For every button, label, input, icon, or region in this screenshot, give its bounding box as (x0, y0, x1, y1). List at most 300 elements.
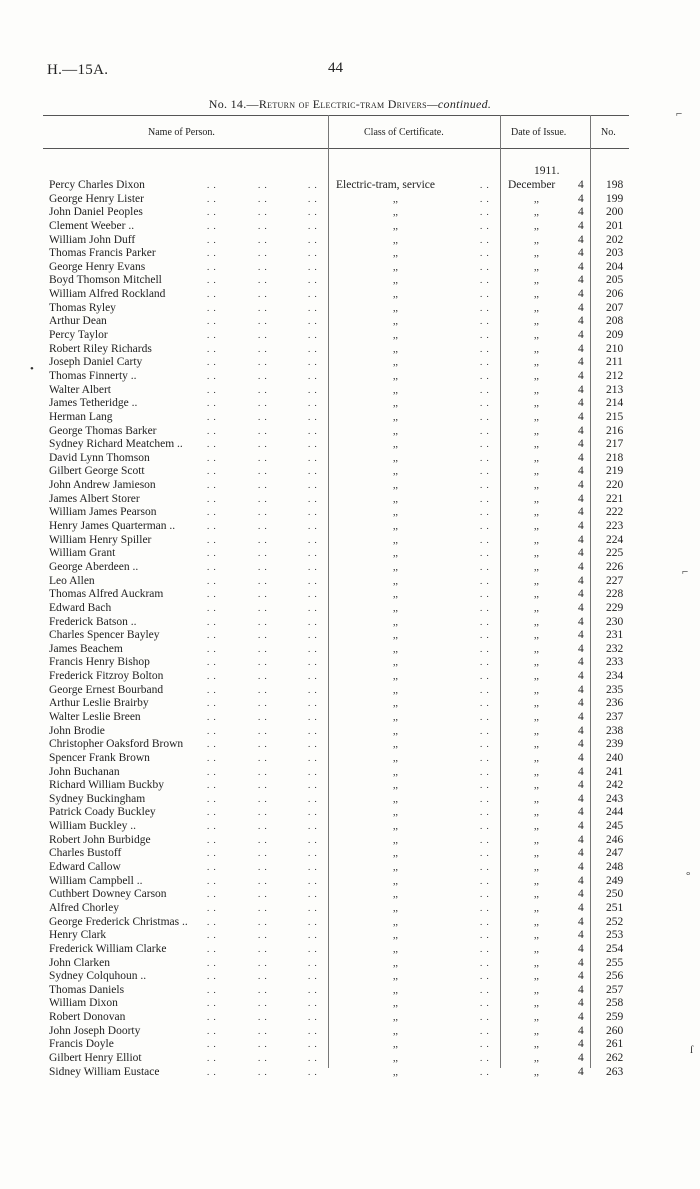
ditto-mark: ,, (393, 643, 398, 655)
leader-dots: . . (480, 521, 490, 532)
ditto-mark: ,, (534, 207, 539, 219)
ditto-mark: ,, (534, 452, 539, 464)
leader-dots: . . (258, 684, 268, 695)
person-name: David Lynn Thomson (49, 451, 150, 464)
person-name: Thomas Francis Parker (49, 247, 156, 260)
leader-dots: . . (207, 248, 217, 259)
leader-dots: . . (207, 1053, 217, 1063)
ditto-mark: ,, (393, 589, 398, 601)
issue-day: 4 (578, 329, 584, 342)
table-row (0, 806, 700, 820)
record-number: 201 (606, 219, 624, 232)
leader-dots: . . (480, 1025, 490, 1036)
ditto-mark: ,, (534, 902, 539, 914)
ditto-mark: ,, (393, 575, 398, 587)
leader-dots: . . (308, 957, 318, 968)
record-number: 263 (606, 1065, 624, 1078)
ditto-mark: ,, (393, 357, 398, 369)
issue-day: 4 (578, 492, 584, 505)
ditto-mark: ,, (534, 725, 539, 737)
ditto-mark: ,, (393, 698, 398, 710)
leader-dots: . . (480, 1066, 490, 1077)
issue-day: 4 (578, 942, 584, 955)
leader-dots: . . (480, 398, 490, 409)
leader-dots: . . (207, 848, 217, 859)
ditto-mark: ,, (534, 234, 539, 246)
leader-dots: . . (207, 671, 217, 682)
person-name: Walter Albert (49, 383, 111, 396)
ditto-mark: ,, (534, 1039, 539, 1051)
person-name: John Andrew Jamieson (49, 479, 156, 492)
person-name: James Beachem (49, 642, 123, 655)
issue-day: 4 (578, 861, 584, 874)
issue-day: 4 (578, 738, 584, 751)
ditto-mark: ,, (534, 248, 539, 260)
ditto-mark: ,, (393, 248, 398, 260)
table-row (0, 766, 700, 780)
leader-dots: . . (207, 575, 217, 586)
issue-day: 4 (578, 547, 584, 560)
person-name: George Henry Lister (49, 192, 144, 205)
issue-day: 4 (578, 301, 584, 314)
record-number: 261 (606, 1038, 624, 1051)
table-row (0, 588, 700, 602)
ditto-mark: ,, (393, 302, 398, 314)
title-prefix: No. 14.— (208, 97, 259, 111)
record-number: 262 (606, 1052, 624, 1064)
leader-dots: . . (258, 889, 268, 900)
leader-dots: . . (480, 643, 490, 654)
leader-dots: . . (207, 739, 217, 750)
ditto-mark: ,, (393, 398, 398, 410)
issue-day: 4 (578, 888, 584, 901)
leader-dots: . . (308, 1066, 318, 1077)
ditto-mark: ,, (534, 357, 539, 369)
record-number: 225 (606, 547, 624, 560)
record-number: 252 (606, 915, 624, 928)
leader-dots: . . (258, 602, 268, 613)
ditto-mark: ,, (393, 330, 398, 342)
record-number: 249 (606, 874, 624, 887)
person-name: William James Pearson (49, 506, 157, 519)
ditto-mark: ,, (534, 398, 539, 410)
leader-dots: . . (308, 902, 318, 913)
leader-dots: . . (308, 493, 318, 504)
leader-dots: . . (480, 180, 490, 190)
issue-day: 4 (578, 1052, 584, 1064)
ditto-mark: ,, (534, 220, 539, 232)
table-row (0, 479, 700, 493)
leader-dots: . . (480, 575, 490, 586)
leader-dots: . . (258, 575, 268, 586)
leader-dots: . . (207, 561, 217, 572)
leader-dots: . . (258, 466, 268, 477)
table-row (0, 274, 700, 288)
issue-day: 4 (578, 997, 584, 1010)
column-header-date: Date of Issue. (511, 127, 567, 138)
record-number: 228 (606, 588, 624, 601)
record-number: 223 (606, 520, 624, 533)
leader-dots: . . (258, 261, 268, 272)
table-row (0, 847, 700, 861)
ditto-mark: ,, (393, 384, 398, 396)
ditto-mark: ,, (393, 971, 398, 983)
table-row (0, 929, 700, 943)
table-row (0, 220, 700, 234)
person-name: Henry Clark (49, 929, 107, 942)
leader-dots: . . (207, 357, 217, 368)
leader-dots: . . (207, 902, 217, 913)
leader-dots: . . (258, 793, 268, 804)
leader-dots: . . (258, 330, 268, 341)
records-table (0, 179, 700, 1079)
issue-day: 4 (578, 506, 584, 519)
record-number: 209 (606, 329, 624, 342)
leader-dots: . . (308, 671, 318, 682)
table-row (0, 916, 700, 930)
ditto-mark: ,, (393, 780, 398, 792)
issue-day: 4 (578, 833, 584, 846)
header-left: H.—15A. (47, 62, 109, 78)
title-suffix: —continued. (426, 97, 492, 111)
issue-day: 4 (578, 1038, 584, 1051)
leader-dots: . . (308, 248, 318, 259)
ditto-mark: ,, (393, 343, 398, 355)
table-row (0, 1025, 700, 1039)
leader-dots: . . (258, 616, 268, 627)
ditto-mark: ,, (534, 821, 539, 833)
table-row (0, 506, 700, 520)
ditto-mark: ,, (534, 193, 539, 205)
record-number: 207 (606, 301, 624, 314)
table-row (0, 329, 700, 343)
table-row (0, 902, 700, 916)
leader-dots: . . (308, 521, 318, 532)
leader-dots: . . (207, 602, 217, 613)
person-name: William Dixon (49, 997, 118, 1010)
issue-day: 4 (578, 465, 584, 478)
ditto-mark: ,, (393, 848, 398, 860)
ditto-mark: ,, (393, 957, 398, 969)
record-number: 226 (606, 560, 624, 573)
leader-dots: . . (207, 630, 217, 641)
table-row (0, 834, 700, 848)
ditto-mark: ,, (393, 234, 398, 246)
table-row (0, 656, 700, 670)
issue-day: 4 (578, 956, 584, 969)
ditto-mark: ,, (534, 834, 539, 846)
person-name: Thomas Daniels (49, 983, 125, 996)
table-row (0, 984, 700, 998)
table-row (0, 206, 700, 220)
ditto-mark: ,, (393, 452, 398, 464)
ditto-mark: ,, (393, 739, 398, 751)
leader-dots: . . (308, 275, 318, 286)
leader-dots: . . (207, 793, 217, 804)
leader-dots: . . (258, 957, 268, 968)
ditto-mark: ,, (534, 330, 539, 342)
person-name: George Thomas Barker (49, 424, 157, 437)
leader-dots: . . (308, 425, 318, 436)
record-number: 257 (606, 983, 624, 996)
ditto-mark: ,, (534, 930, 539, 942)
person-name: James Albert Storer (49, 492, 140, 505)
ditto-mark: ,, (393, 793, 398, 805)
ditto-mark: ,, (534, 807, 539, 819)
issue-day: 4 (578, 288, 584, 301)
leader-dots: . . (480, 425, 490, 436)
leader-dots: . . (258, 766, 268, 777)
leader-dots: . . (480, 302, 490, 313)
issue-day: 4 (578, 274, 584, 287)
leader-dots: . . (207, 862, 217, 873)
leader-dots: . . (258, 1039, 268, 1050)
leader-dots: . . (308, 398, 318, 409)
person-name: Joseph Daniel Carty (49, 356, 143, 369)
table-row (0, 779, 700, 793)
issue-day: 4 (578, 642, 584, 655)
leader-dots: . . (308, 930, 318, 941)
leader-dots: . . (258, 834, 268, 845)
ditto-mark: ,, (534, 261, 539, 273)
ditto-mark: ,, (534, 752, 539, 764)
leader-dots: . . (207, 466, 217, 477)
issue-day: 4 (578, 670, 584, 683)
leader-dots: . . (207, 425, 217, 436)
leader-dots: . . (207, 698, 217, 709)
leader-dots: . . (308, 834, 318, 845)
record-number: 256 (606, 970, 624, 983)
issue-day: 4 (578, 683, 584, 696)
person-name: Francis Henry Bishop (49, 656, 150, 669)
leader-dots: . . (258, 316, 268, 327)
issue-day: 4 (578, 615, 584, 628)
person-name: Charles Spencer Bayley (49, 629, 160, 642)
leader-dots: . . (480, 561, 490, 572)
person-name: Walter Leslie Breen (49, 710, 141, 723)
issue-day: 4 (578, 206, 584, 219)
ditto-mark: ,, (393, 725, 398, 737)
ditto-mark: ,, (534, 916, 539, 928)
leader-dots: . . (258, 234, 268, 245)
record-number: 260 (606, 1024, 624, 1037)
record-number: 213 (606, 383, 624, 396)
leader-dots: . . (308, 1025, 318, 1036)
leader-dots: . . (258, 507, 268, 518)
issue-month: December (508, 179, 556, 191)
leader-dots: . . (308, 971, 318, 982)
issue-day: 4 (578, 424, 584, 437)
ditto-mark: ,, (534, 793, 539, 805)
issue-day: 4 (578, 806, 584, 819)
person-name: Edward Callow (49, 861, 121, 874)
ditto-mark: ,, (393, 807, 398, 819)
ditto-mark: ,, (534, 711, 539, 723)
table-row (0, 288, 700, 302)
table-row (0, 697, 700, 711)
ditto-mark: ,, (534, 1053, 539, 1064)
leader-dots: . . (258, 370, 268, 381)
issue-day: 4 (578, 315, 584, 328)
ditto-mark: ,, (534, 316, 539, 328)
leader-dots: . . (207, 752, 217, 763)
leader-dots: . . (207, 616, 217, 627)
ditto-mark: ,, (534, 384, 539, 396)
leader-dots: . . (207, 684, 217, 695)
leader-dots: . . (480, 220, 490, 231)
ditto-mark: ,, (393, 984, 398, 996)
leader-dots: . . (308, 180, 318, 190)
person-name: Charles Bustoff (49, 847, 122, 860)
leader-dots: . . (308, 766, 318, 777)
leader-dots: . . (480, 507, 490, 518)
ditto-mark: ,, (393, 548, 398, 560)
leader-dots: . . (258, 902, 268, 913)
table-row (0, 343, 700, 357)
record-number: 219 (606, 465, 624, 478)
ditto-mark: ,, (534, 370, 539, 382)
margin-mark: ſ (690, 1044, 694, 1056)
leader-dots: . . (480, 548, 490, 559)
leader-dots: . . (207, 289, 217, 300)
ditto-mark: ,, (393, 493, 398, 505)
leader-dots: . . (258, 998, 268, 1009)
record-number: 233 (606, 656, 624, 669)
ditto-mark: ,, (393, 602, 398, 614)
leader-dots: . . (258, 411, 268, 422)
issue-day: 4 (578, 1024, 584, 1037)
ditto-mark: ,, (534, 534, 539, 546)
column-header-name: Name of Person. (148, 127, 215, 138)
ditto-mark: ,, (534, 889, 539, 901)
leader-dots: . . (207, 1039, 217, 1050)
ditto-mark: ,, (534, 439, 539, 451)
leader-dots: . . (258, 425, 268, 436)
column-header-no: No. (601, 127, 616, 138)
ditto-mark: ,, (393, 752, 398, 764)
ditto-mark: ,, (534, 589, 539, 601)
leader-dots: . . (258, 343, 268, 354)
leader-dots: . . (258, 480, 268, 491)
table-row (0, 370, 700, 384)
ditto-mark: ,, (393, 875, 398, 887)
leader-dots: . . (258, 384, 268, 395)
leader-dots: . . (480, 370, 490, 381)
table-row (0, 725, 700, 739)
table-row (0, 1052, 700, 1066)
issue-day: 4 (578, 369, 584, 382)
issue-day: 4 (578, 929, 584, 942)
record-number: 217 (606, 438, 624, 451)
person-name: Patrick Coady Buckley (49, 806, 156, 819)
issue-day: 4 (578, 520, 584, 533)
record-number: 243 (606, 792, 624, 805)
leader-dots: . . (480, 930, 490, 941)
ditto-mark: ,, (534, 521, 539, 533)
record-number: 229 (606, 601, 624, 614)
leader-dots: . . (308, 480, 318, 491)
issue-day: 4 (578, 901, 584, 914)
leader-dots: . . (207, 302, 217, 313)
person-name: Alfred Chorley (49, 901, 119, 914)
person-name: Sydney Colquhoun .. (49, 970, 147, 983)
leader-dots: . . (207, 330, 217, 341)
issue-day: 4 (578, 588, 584, 601)
ditto-mark: ,, (393, 766, 398, 778)
record-number: 248 (606, 861, 624, 874)
leader-dots: . . (480, 971, 490, 982)
leader-dots: . . (207, 180, 217, 190)
leader-dots: . . (258, 807, 268, 818)
leader-dots: . . (207, 780, 217, 791)
ditto-mark: ,, (393, 916, 398, 928)
person-name: Francis Doyle (49, 1038, 114, 1051)
record-number: 251 (606, 901, 624, 914)
ditto-mark: ,, (393, 261, 398, 273)
leader-dots: . . (258, 671, 268, 682)
person-name: Gilbert Henry Elliot (49, 1052, 142, 1064)
ditto-mark: ,, (393, 425, 398, 437)
issue-day: 4 (578, 533, 584, 546)
leader-dots: . . (308, 643, 318, 654)
leader-dots: . . (207, 534, 217, 545)
leader-dots: . . (258, 521, 268, 532)
leader-dots: . . (480, 793, 490, 804)
table-row (0, 602, 700, 616)
leader-dots: . . (207, 1025, 217, 1036)
leader-dots: . . (207, 480, 217, 491)
ditto-mark: ,, (534, 302, 539, 314)
ditto-mark: ,, (393, 275, 398, 287)
leader-dots: . . (308, 1039, 318, 1050)
ditto-mark: ,, (534, 1066, 539, 1078)
leader-dots: . . (258, 493, 268, 504)
person-name: Cuthbert Downey Carson (49, 888, 167, 901)
leader-dots: . . (207, 834, 217, 845)
table-row (0, 534, 700, 548)
leader-dots: . . (258, 862, 268, 873)
leader-dots: . . (480, 725, 490, 736)
leader-dots: . . (207, 643, 217, 654)
ditto-mark: ,, (393, 902, 398, 914)
ditto-mark: ,, (534, 643, 539, 655)
leader-dots: . . (308, 916, 318, 927)
leader-dots: . . (480, 1039, 490, 1050)
leader-dots: . . (207, 370, 217, 381)
leader-dots: . . (480, 848, 490, 859)
table-row (0, 1066, 700, 1080)
leader-dots: . . (258, 589, 268, 600)
leader-dots: . . (308, 793, 318, 804)
table-row (0, 875, 700, 889)
leader-dots: . . (258, 821, 268, 832)
leader-dots: . . (207, 725, 217, 736)
leader-dots: . . (308, 821, 318, 832)
table-row (0, 943, 700, 957)
leader-dots: . . (480, 862, 490, 873)
leader-dots: . . (308, 330, 318, 341)
person-name: James Tetheridge .. (49, 397, 138, 410)
record-number: 254 (606, 942, 624, 955)
leader-dots: . . (480, 657, 490, 668)
leader-dots: . . (308, 561, 318, 572)
leader-dots: . . (308, 616, 318, 627)
ditto-mark: ,, (534, 766, 539, 778)
person-name: Arthur Leslie Brairby (49, 697, 149, 710)
leader-dots: . . (207, 275, 217, 286)
leader-dots: . . (258, 875, 268, 886)
leader-dots: . . (308, 889, 318, 900)
